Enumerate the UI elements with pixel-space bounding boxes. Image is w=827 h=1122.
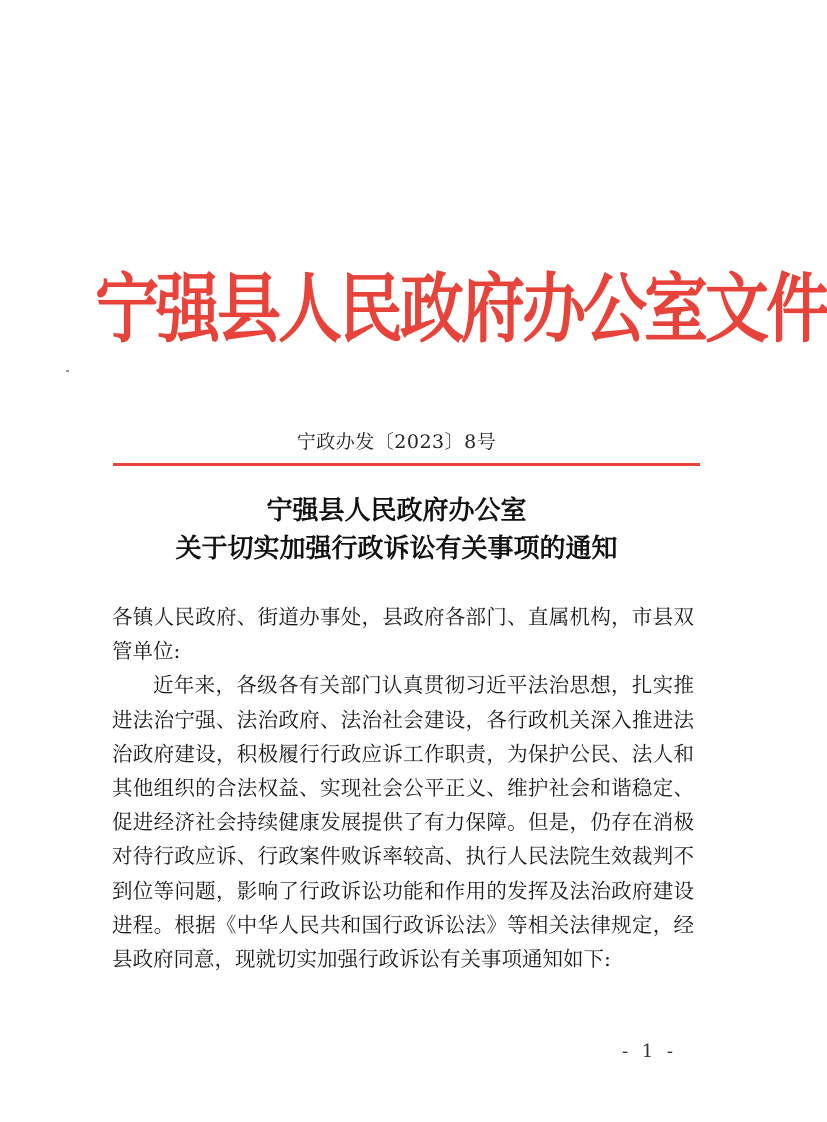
masthead-char: 府 <box>461 265 522 354</box>
masthead-char: 政 <box>400 265 461 354</box>
masthead-char: 公 <box>583 265 644 354</box>
masthead-char: 室 <box>644 265 705 354</box>
masthead-char: 县 <box>217 265 278 354</box>
notice-title-line-1: 宁强县人民政府办公室 <box>266 496 527 526</box>
masthead-char: 文 <box>705 265 766 354</box>
masthead-char: 件 <box>766 265 827 354</box>
notice-body <box>112 600 694 976</box>
masthead-char: 强 <box>156 265 217 354</box>
notice-title-line-2: 关于切实加强行政诉讼有关事项的通知 <box>175 534 618 564</box>
masthead-char: 宁 <box>95 265 156 354</box>
document-number: 宁政办发〔2023〕8号 <box>296 431 497 453</box>
body-paragraph: 近年来，各级各有关部门认真贯彻习近平法治思想，扎实推进法治宁强、法治政府、法治社会建设，各行政机关深入推进法治政府建设，积极履行行政应诉工作职责，为保护公民、法人和其他组织的合法权益、实现社会公平正义、维护社会和谐稳定、促进经济社会持续健康发展提供了有力保障。但是，仍存在消极对待行政应诉、行政案件败诉率较高、执行人民法院生效裁判不到位等问题，影响了行政诉讼功能和作用的发挥及法治政府建设进程。根据《中华人民共和国行政诉讼法》等相关法律规定，经县政府同意，现就切实加强行政诉讼有关事项通知如下: <box>112 673 694 972</box>
masthead-char: 人 <box>278 265 339 354</box>
masthead-char: 民 <box>339 265 400 354</box>
red-separator-rule <box>113 463 700 466</box>
page-number: - 1 - <box>621 1041 677 1062</box>
addressee-line: 各镇人民政府、街道办事处，县政府各部门、直属机构，市县双管单位: <box>112 605 694 664</box>
masthead-char: 办 <box>522 265 583 354</box>
notice-title <box>0 492 793 568</box>
scan-speck <box>66 370 69 372</box>
masthead-title <box>95 245 827 375</box>
